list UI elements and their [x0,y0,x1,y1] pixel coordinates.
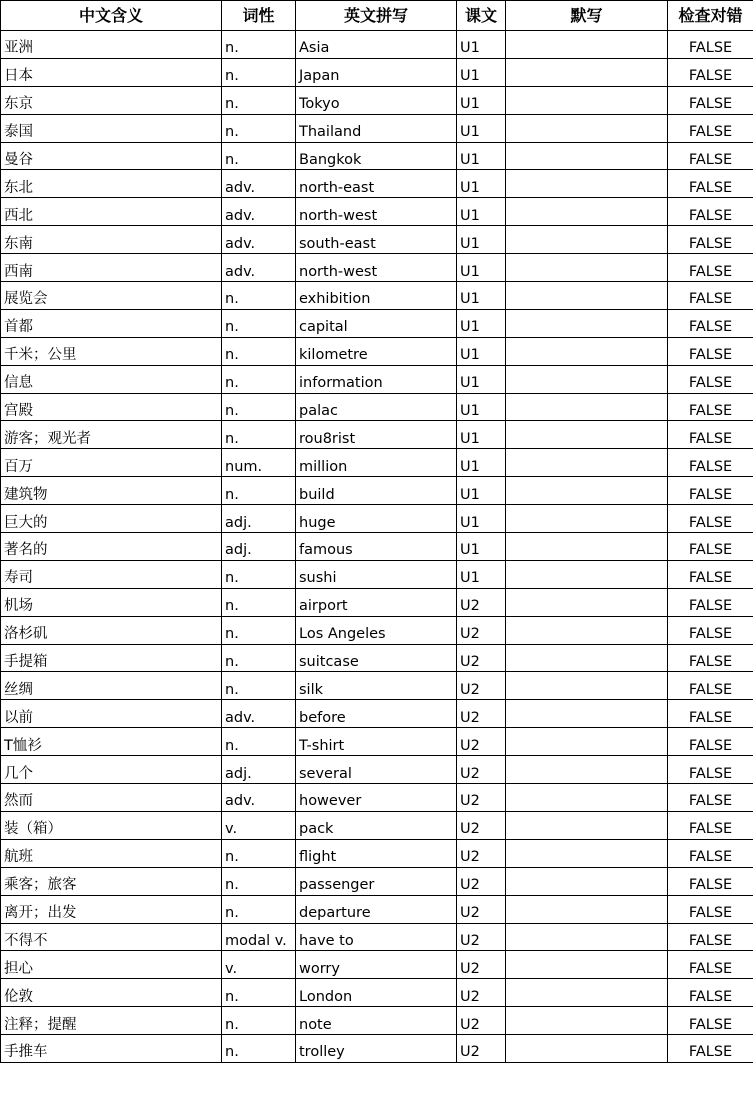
chinese-meaning-cell: 以前 [1,700,222,728]
table-row [1,728,753,756]
check-result-cell: FALSE [668,114,753,142]
lesson-cell: U1 [457,421,506,449]
english-spelling-cell: Los Angeles [296,616,457,644]
dictation-cell[interactable] [506,672,668,700]
check-result-cell: FALSE [668,198,753,226]
lesson-cell: U1 [457,282,506,310]
table-row [1,226,753,254]
check-result-cell: FALSE [668,58,753,86]
chinese-meaning-cell: 著名的 [1,533,222,561]
chinese-meaning-cell: 担心 [1,951,222,979]
part-of-speech-cell: n. [222,728,296,756]
table-row [1,114,753,142]
check-result-cell: FALSE [668,923,753,951]
english-spelling-cell: silk [296,672,457,700]
chinese-meaning-cell: 泰国 [1,114,222,142]
lesson-cell: U1 [457,337,506,365]
header-chinese-meaning: 中文含义 [1,1,222,31]
dictation-cell[interactable] [506,254,668,282]
english-spelling-cell: worry [296,951,457,979]
english-spelling-cell: information [296,365,457,393]
lesson-cell: U1 [457,505,506,533]
table-row [1,31,753,59]
english-spelling-cell: Asia [296,31,457,59]
part-of-speech-cell: n. [222,895,296,923]
table-row [1,923,753,951]
part-of-speech-cell: n. [222,979,296,1007]
lesson-cell: U2 [457,784,506,812]
check-result-cell: FALSE [668,895,753,923]
table-row [1,811,753,839]
chinese-meaning-cell: 伦敦 [1,979,222,1007]
table-row [1,644,753,672]
part-of-speech-cell: adv. [222,700,296,728]
check-result-cell: FALSE [668,756,753,784]
chinese-meaning-cell: 手推车 [1,1035,222,1063]
chinese-meaning-cell: 日本 [1,58,222,86]
chinese-meaning-cell: 几个 [1,756,222,784]
dictation-cell[interactable] [506,142,668,170]
lesson-cell: U1 [457,477,506,505]
table-row [1,588,753,616]
table-row [1,198,753,226]
lesson-cell: U2 [457,616,506,644]
check-result-cell: FALSE [668,31,753,59]
table-row [1,533,753,561]
lesson-cell: U2 [457,811,506,839]
dictation-cell[interactable] [506,560,668,588]
dictation-cell[interactable] [506,1035,668,1063]
table-row [1,505,753,533]
dictation-cell[interactable] [506,421,668,449]
chinese-meaning-cell: T恤衫 [1,728,222,756]
chinese-meaning-cell: 离开；出发 [1,895,222,923]
chinese-meaning-cell: 洛杉矶 [1,616,222,644]
dictation-cell[interactable] [506,616,668,644]
dictation-cell[interactable] [506,282,668,310]
check-result-cell: FALSE [668,560,753,588]
table-row [1,895,753,923]
table-row [1,867,753,895]
lesson-cell: U1 [457,86,506,114]
dictation-cell[interactable] [506,449,668,477]
check-result-cell: FALSE [668,700,753,728]
table-row [1,142,753,170]
table-row [1,421,753,449]
part-of-speech-cell: n. [222,644,296,672]
check-result-cell: FALSE [668,533,753,561]
dictation-cell[interactable] [506,170,668,198]
dictation-cell[interactable] [506,86,668,114]
dictation-cell[interactable] [506,644,668,672]
chinese-meaning-cell: 信息 [1,365,222,393]
table-row [1,672,753,700]
lesson-cell: U2 [457,672,506,700]
table-row [1,784,753,812]
header-english-spelling: 英文拼写 [296,1,457,31]
dictation-cell[interactable] [506,337,668,365]
english-spelling-cell: sushi [296,560,457,588]
english-spelling-cell: million [296,449,457,477]
check-result-cell: FALSE [668,839,753,867]
lesson-cell: U1 [457,114,506,142]
part-of-speech-cell: n. [222,867,296,895]
lesson-cell: U1 [457,142,506,170]
check-result-cell: FALSE [668,226,753,254]
part-of-speech-cell: adv. [222,254,296,282]
part-of-speech-cell: n. [222,560,296,588]
part-of-speech-cell: n. [222,1035,296,1063]
dictation-cell[interactable] [506,700,668,728]
english-spelling-cell: capital [296,309,457,337]
part-of-speech-cell: modal v. [222,923,296,951]
check-result-cell: FALSE [668,951,753,979]
check-result-cell: FALSE [668,1035,753,1063]
chinese-meaning-cell: 手提箱 [1,644,222,672]
part-of-speech-cell: n. [222,616,296,644]
lesson-cell: U1 [457,226,506,254]
table-row [1,170,753,198]
part-of-speech-cell: num. [222,449,296,477]
check-result-cell: FALSE [668,728,753,756]
part-of-speech-cell: n. [222,309,296,337]
chinese-meaning-cell: 西北 [1,198,222,226]
check-result-cell: FALSE [668,588,753,616]
english-spelling-cell: Tokyo [296,86,457,114]
english-spelling-cell: note [296,1007,457,1035]
english-spelling-cell: north-west [296,254,457,282]
check-result-cell: FALSE [668,449,753,477]
dictation-cell[interactable] [506,365,668,393]
part-of-speech-cell: v. [222,811,296,839]
chinese-meaning-cell: 然而 [1,784,222,812]
check-result-cell: FALSE [668,644,753,672]
english-spelling-cell: Thailand [296,114,457,142]
chinese-meaning-cell: 亚洲 [1,31,222,59]
table-row [1,839,753,867]
lesson-cell: U1 [457,560,506,588]
part-of-speech-cell: adj. [222,756,296,784]
part-of-speech-cell: adj. [222,505,296,533]
english-spelling-cell: Bangkok [296,142,457,170]
english-spelling-cell: rou8rist [296,421,457,449]
dictation-cell[interactable] [506,477,668,505]
lesson-cell: U1 [457,58,506,86]
part-of-speech-cell: adv. [222,226,296,254]
table-row [1,756,753,784]
table-row [1,86,753,114]
table-body [1,31,753,1063]
check-result-cell: FALSE [668,142,753,170]
english-spelling-cell: north-east [296,170,457,198]
english-spelling-cell: however [296,784,457,812]
check-result-cell: FALSE [668,337,753,365]
lesson-cell: U2 [457,839,506,867]
part-of-speech-cell: n. [222,421,296,449]
table-row [1,254,753,282]
chinese-meaning-cell: 机场 [1,588,222,616]
part-of-speech-cell: n. [222,672,296,700]
part-of-speech-cell: n. [222,114,296,142]
dictation-cell[interactable] [506,728,668,756]
dictation-cell[interactable] [506,784,668,812]
part-of-speech-cell: n. [222,393,296,421]
table-row [1,58,753,86]
chinese-meaning-cell: 千米；公里 [1,337,222,365]
chinese-meaning-cell: 丝绸 [1,672,222,700]
table-row [1,393,753,421]
part-of-speech-cell: adj. [222,533,296,561]
dictation-cell[interactable] [506,839,668,867]
part-of-speech-cell: n. [222,365,296,393]
check-result-cell: FALSE [668,505,753,533]
chinese-meaning-cell: 乘客；旅客 [1,867,222,895]
english-spelling-cell: trolley [296,1035,457,1063]
english-spelling-cell: huge [296,505,457,533]
part-of-speech-cell: n. [222,477,296,505]
english-spelling-cell: several [296,756,457,784]
dictation-cell[interactable] [506,951,668,979]
part-of-speech-cell: n. [222,31,296,59]
lesson-cell: U1 [457,449,506,477]
chinese-meaning-cell: 寿司 [1,560,222,588]
header-dictation: 默写 [506,1,668,31]
table-row [1,616,753,644]
lesson-cell: U1 [457,533,506,561]
chinese-meaning-cell: 百万 [1,449,222,477]
lesson-cell: U2 [457,728,506,756]
lesson-cell: U2 [457,644,506,672]
check-result-cell: FALSE [668,393,753,421]
lesson-cell: U1 [457,254,506,282]
chinese-meaning-cell: 宫殿 [1,393,222,421]
dictation-cell[interactable] [506,895,668,923]
lesson-cell: U2 [457,923,506,951]
table-row [1,951,753,979]
dictation-cell[interactable] [506,198,668,226]
english-spelling-cell: passenger [296,867,457,895]
english-spelling-cell: exhibition [296,282,457,310]
lesson-cell: U2 [457,756,506,784]
part-of-speech-cell: n. [222,142,296,170]
check-result-cell: FALSE [668,867,753,895]
header-part-of-speech: 词性 [222,1,296,31]
english-spelling-cell: pack [296,811,457,839]
chinese-meaning-cell: 航班 [1,839,222,867]
lesson-cell: U1 [457,309,506,337]
table-row [1,477,753,505]
english-spelling-cell: famous [296,533,457,561]
english-spelling-cell: palac [296,393,457,421]
english-spelling-cell: north-west [296,198,457,226]
dictation-cell[interactable] [506,979,668,1007]
english-spelling-cell: kilometre [296,337,457,365]
dictation-cell[interactable] [506,393,668,421]
lesson-cell: U2 [457,951,506,979]
lesson-cell: U1 [457,198,506,226]
check-result-cell: FALSE [668,979,753,1007]
chinese-meaning-cell: 东京 [1,86,222,114]
lesson-cell: U1 [457,170,506,198]
header-check-result: 检查对错 [668,1,753,31]
part-of-speech-cell: adv. [222,784,296,812]
lesson-cell: U1 [457,31,506,59]
lesson-cell: U1 [457,393,506,421]
table-row [1,979,753,1007]
part-of-speech-cell: n. [222,86,296,114]
chinese-meaning-cell: 首都 [1,309,222,337]
dictation-cell[interactable] [506,1007,668,1035]
check-result-cell: FALSE [668,421,753,449]
dictation-cell[interactable] [506,588,668,616]
chinese-meaning-cell: 巨大的 [1,505,222,533]
part-of-speech-cell: n. [222,337,296,365]
chinese-meaning-cell: 游客；观光者 [1,421,222,449]
dictation-cell[interactable] [506,756,668,784]
lesson-cell: U2 [457,895,506,923]
table-row [1,1035,753,1063]
english-spelling-cell: Japan [296,58,457,86]
check-result-cell: FALSE [668,477,753,505]
chinese-meaning-cell: 东北 [1,170,222,198]
chinese-meaning-cell: 西南 [1,254,222,282]
english-spelling-cell: south-east [296,226,457,254]
english-spelling-cell: T-shirt [296,728,457,756]
check-result-cell: FALSE [668,309,753,337]
check-result-cell: FALSE [668,784,753,812]
chinese-meaning-cell: 注释；提醒 [1,1007,222,1035]
table-row [1,309,753,337]
part-of-speech-cell: n. [222,1007,296,1035]
check-result-cell: FALSE [668,672,753,700]
lesson-cell: U2 [457,588,506,616]
dictation-cell[interactable] [506,923,668,951]
table-row [1,449,753,477]
lesson-cell: U2 [457,1035,506,1063]
check-result-cell: FALSE [668,254,753,282]
dictation-cell[interactable] [506,226,668,254]
check-result-cell: FALSE [668,170,753,198]
check-result-cell: FALSE [668,811,753,839]
check-result-cell: FALSE [668,86,753,114]
dictation-cell[interactable] [506,811,668,839]
lesson-cell: U2 [457,700,506,728]
english-spelling-cell: airport [296,588,457,616]
lesson-cell: U1 [457,365,506,393]
part-of-speech-cell: v. [222,951,296,979]
english-spelling-cell: departure [296,895,457,923]
header-row [1,1,753,31]
chinese-meaning-cell: 展览会 [1,282,222,310]
english-spelling-cell: before [296,700,457,728]
check-result-cell: FALSE [668,365,753,393]
dictation-cell[interactable] [506,114,668,142]
lesson-cell: U2 [457,979,506,1007]
table-row [1,365,753,393]
english-spelling-cell: suitcase [296,644,457,672]
part-of-speech-cell: n. [222,58,296,86]
header-lesson: 课文 [457,1,506,31]
lesson-cell: U2 [457,867,506,895]
chinese-meaning-cell: 不得不 [1,923,222,951]
chinese-meaning-cell: 东南 [1,226,222,254]
chinese-meaning-cell: 建筑物 [1,477,222,505]
check-result-cell: FALSE [668,616,753,644]
table-row [1,560,753,588]
chinese-meaning-cell: 曼谷 [1,142,222,170]
english-spelling-cell: build [296,477,457,505]
part-of-speech-cell: n. [222,839,296,867]
english-spelling-cell: London [296,979,457,1007]
part-of-speech-cell: adv. [222,198,296,226]
dictation-cell[interactable] [506,58,668,86]
table-row [1,1007,753,1035]
dictation-cell[interactable] [506,867,668,895]
check-result-cell: FALSE [668,1007,753,1035]
english-spelling-cell: have to [296,923,457,951]
dictation-cell[interactable] [506,505,668,533]
table-row [1,337,753,365]
table-row [1,700,753,728]
part-of-speech-cell: n. [222,282,296,310]
dictation-cell[interactable] [506,31,668,59]
table-row [1,282,753,310]
part-of-speech-cell: n. [222,588,296,616]
check-result-cell: FALSE [668,282,753,310]
chinese-meaning-cell: 装（箱） [1,811,222,839]
dictation-cell[interactable] [506,309,668,337]
dictation-cell[interactable] [506,533,668,561]
english-spelling-cell: flight [296,839,457,867]
part-of-speech-cell: adv. [222,170,296,198]
lesson-cell: U2 [457,1007,506,1035]
